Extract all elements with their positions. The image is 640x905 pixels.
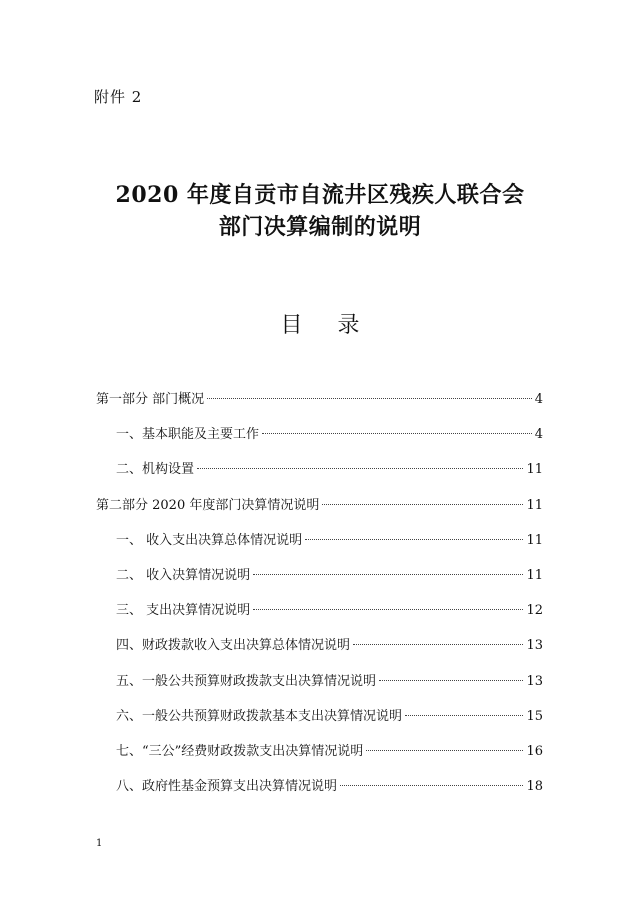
- attachment-label: 附件 2: [94, 88, 143, 106]
- toc-leader-dots: [197, 468, 523, 469]
- toc-entry[interactable]: [96, 425, 543, 460]
- toc-entry-label: 二、机构设置: [116, 462, 195, 478]
- toc-entry-label: 第二部分 2020 年度部门决算情况说明: [96, 497, 320, 513]
- toc-leader-dots: [366, 750, 523, 751]
- toc-entry-page: 4: [534, 392, 543, 407]
- toc-leader-dots: [340, 785, 523, 786]
- toc-entry-page: 11: [526, 567, 543, 583]
- toc-entry-page: 11: [526, 462, 543, 478]
- toc-entry[interactable]: [96, 742, 543, 777]
- toc-leader-dots: [207, 398, 532, 399]
- table-of-contents: [96, 390, 543, 812]
- page-number: 1: [96, 838, 103, 849]
- toc-entry[interactable]: [96, 496, 543, 531]
- toc-entry[interactable]: [96, 707, 543, 742]
- document-title-line-1: 2020 年度自贡市自流井区残疾人联合会: [115, 182, 525, 208]
- toc-entry-label: 六、一般公共预算财政拨款基本支出决算情况说明: [116, 708, 403, 724]
- toc-entry-page: 16: [526, 743, 543, 759]
- toc-entry-page: 12: [526, 603, 543, 619]
- toc-leader-dots: [379, 680, 523, 681]
- toc-leader-dots: [262, 433, 532, 434]
- toc-entry-label: 一、 收入支出决算总体情况说明: [116, 532, 303, 548]
- toc-entry-label: 七、“三公”经费财政拨款支出决算情况说明: [116, 743, 364, 759]
- toc-entry-page: 11: [526, 497, 543, 513]
- toc-entry-label: 八、政府性基金预算支出决算情况说明: [116, 779, 338, 795]
- toc-leader-dots: [353, 644, 523, 645]
- toc-entry[interactable]: [96, 672, 543, 707]
- toc-entry-page: 18: [526, 779, 543, 795]
- toc-entry-page: 4: [534, 427, 543, 443]
- toc-entry-page: 15: [526, 708, 543, 724]
- toc-entry-label: 二、 收入决算情况说明: [116, 567, 251, 583]
- toc-leader-dots: [305, 539, 523, 540]
- toc-entry[interactable]: [96, 390, 543, 425]
- toc-entry[interactable]: [96, 601, 543, 636]
- toc-entry[interactable]: [96, 636, 543, 671]
- document-title-line-2: 部门决算编制的说明: [218, 214, 422, 240]
- toc-entry-label: 四、财政拨款收入支出决算总体情况说明: [116, 638, 351, 654]
- toc-leader-dots: [253, 609, 523, 610]
- toc-entry-page: 11: [526, 532, 543, 548]
- toc-entry[interactable]: [96, 566, 543, 601]
- toc-entry-page: 13: [526, 638, 543, 654]
- toc-entry[interactable]: [96, 460, 543, 495]
- toc-entry[interactable]: [96, 531, 543, 566]
- toc-entry-label: 三、 支出决算情况说明: [116, 603, 251, 619]
- toc-heading: 目 录: [280, 313, 374, 338]
- toc-entry-page: 13: [526, 673, 543, 689]
- toc-leader-dots: [322, 504, 523, 505]
- toc-entry[interactable]: [96, 777, 543, 812]
- toc-leader-dots: [253, 574, 523, 575]
- toc-leader-dots: [405, 715, 523, 716]
- toc-entry-label: 第一部分 部门概况: [96, 392, 205, 407]
- toc-entry-label: 五、一般公共预算财政拨款支出决算情况说明: [116, 673, 377, 689]
- toc-entry-label: 一、基本职能及主要工作: [116, 427, 260, 443]
